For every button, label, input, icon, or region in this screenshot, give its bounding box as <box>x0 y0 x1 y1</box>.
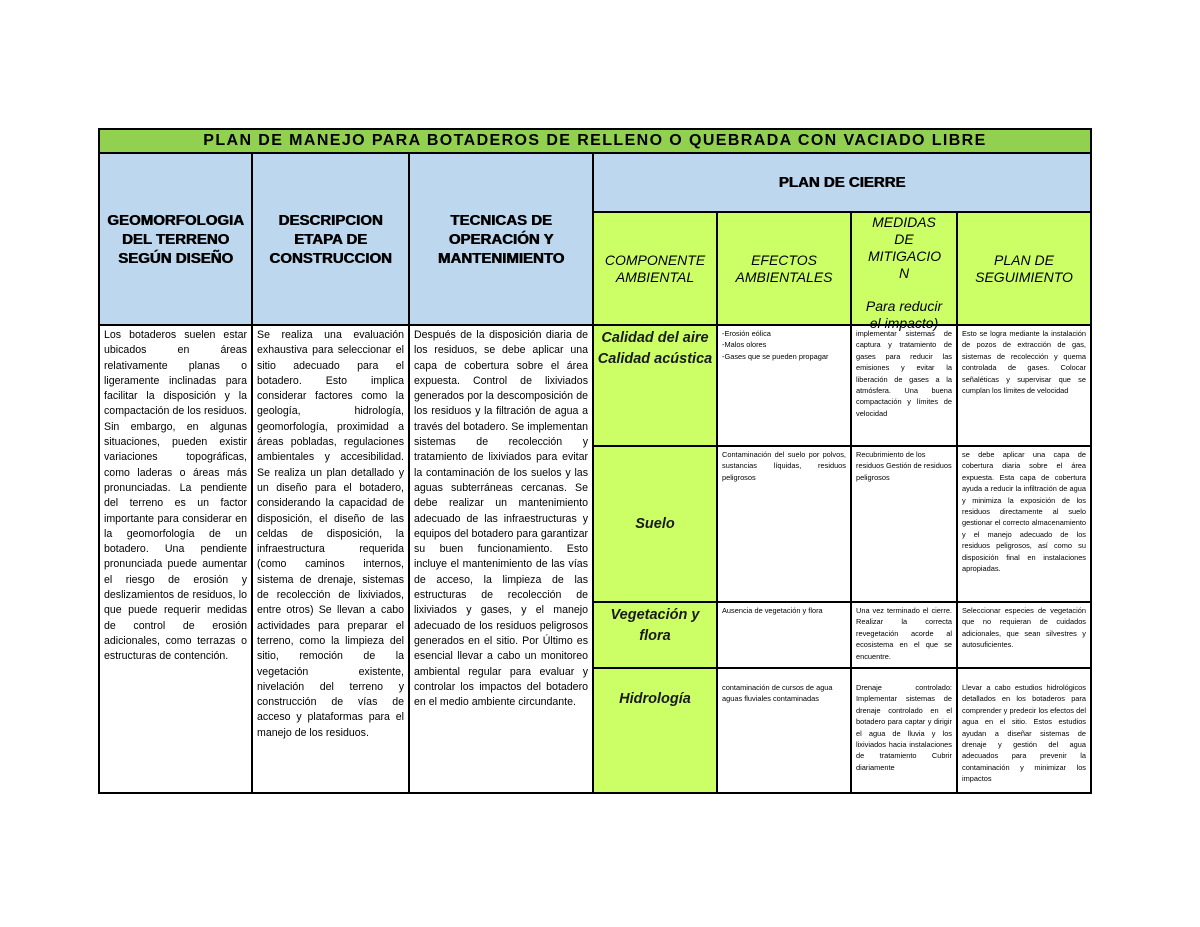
geomorfologia-text: Los botaderos suelen estar ubicados en áreas relativamente planas o ligeramente inclinadas para facilitar la disposición y la compactación de los residuos. Sin embargo, en algunas situaciones, pueden existir variaciones topográficas, como laderas o áreas más pronunciadas. La pendiente del terreno es un factor importante para considerar en la geomorfología de un botadero. Una pendiente pronunciada puede aumentar el riesgo de erosión y deslizamientos de residuos, lo que puede requerir medidas de control de erosión adicionales, como terrazas o estructuras de contención. <box>104 329 247 663</box>
efecto-item: Contaminación del suelo por polvos, sustancias líquidas, residuos peligrosos <box>722 450 846 482</box>
efectos-cell <box>716 603 850 669</box>
seguimiento-text: Seleccionar especies de vegetación que no requieran de cuidados adicionales, que sean silvestres y autosuficientes. <box>962 606 1086 650</box>
component-cell-aire <box>592 326 716 447</box>
header-geomorfologia <box>98 154 251 326</box>
header-medidas <box>850 213 956 331</box>
header-efectos-label: EFECTOS AMBIENTALES <box>735 251 833 285</box>
header-seguimiento-label: PLAN DE SEGUIMIENTO <box>975 251 1073 285</box>
efectos-cell <box>716 326 850 447</box>
header-seguimiento <box>956 213 1092 326</box>
component-cell-vegetacion <box>592 603 716 669</box>
component-name: Calidad acústica <box>597 351 713 367</box>
table-title <box>98 128 1092 154</box>
medidas-text: Recubrimiento de los residuos Gestión de residuos peligrosos <box>856 450 952 482</box>
title-text: PLAN DE MANEJO PARA BOTADEROS DE RELLENO O QUEBRADA CON VACIADO LIBRE <box>203 132 987 149</box>
descripcion-cell <box>251 326 408 794</box>
seguimiento-cell <box>956 603 1092 669</box>
seguimiento-cell <box>956 447 1092 603</box>
header-tecnicas <box>408 154 592 326</box>
seguimiento-cell <box>956 669 1092 794</box>
medidas-text: Una vez terminado el cierre. Realizar la correcta revegetación acorde al ecosistema en el que se encuentre. <box>856 606 952 661</box>
efectos-cell <box>716 669 850 794</box>
header-plan-cierre-label: PLAN DE CIERRE <box>778 174 906 191</box>
header-componente-label: COMPONENTE AMBIENTAL <box>604 251 706 285</box>
efecto-item: aguas fluviales contaminadas <box>722 694 819 704</box>
efecto-item: -Erosión eólica <box>722 329 771 338</box>
header-descripcion-label: DESCRIPCION ETAPA DE CONSTRUCCION <box>269 211 392 267</box>
header-efectos <box>716 213 850 326</box>
geomorfologia-cell <box>98 326 251 794</box>
component-cell-hidrologia <box>592 669 716 794</box>
header-plan-cierre <box>592 154 1092 213</box>
header-descripcion <box>251 154 408 326</box>
efecto-item: -Gases que se pueden propagar <box>722 351 829 361</box>
efecto-item: contaminación de cursos de agua <box>722 683 833 692</box>
tecnicas-cell <box>408 326 592 794</box>
efecto-item: -Malos olores <box>722 340 767 350</box>
medidas-text: Drenaje controlado: Implementar sistemas de drenaje controlado en el botadero para captar y dirigir el agua de lluvia y los lixiviados hacia instalaciones de tratamiento Cubrir diariamente <box>856 683 952 772</box>
seguimiento-text: Llevar a cabo estudios hidrológicos detallados en los botaderos para comprender y predecir los efectos del agua en el sitio. Estos estudios ayudan a diseñar sistemas de drenaje y gestión del agua adecuados para prevenir la contaminación y minimizar los impactos <box>962 683 1086 784</box>
component-name: Hidrología <box>619 691 691 707</box>
efectos-cell <box>716 447 850 603</box>
medidas-cell <box>850 326 956 447</box>
seguimiento-text: se debe aplicar una capa de cobertura diaria sobre el área expuesta. Esta capa de cobertura ayuda a reducir la infiltración de agua y minimiza la exposición de los residuos directamente al suelo gestionar el correcto almacenamiento y el manejo adecuado de los residuos peligrosos, así como su disposición final en instalaciones apropiadas. <box>962 450 1086 574</box>
component-name: Suelo <box>635 515 675 532</box>
component-name: Vegetación y flora <box>610 607 700 644</box>
medidas-cell <box>850 603 956 669</box>
component-name: Calidad del aire <box>601 330 709 346</box>
descripcion-text: Se realiza una evaluación exhaustiva para seleccionar el sitio adecuado para el botadero. Esto implica considerar factores como la geología, hidrología, geomorfología, proximidad a áreas pobladas, regulaciones ambientales y accesibilidad. Se realiza un plan detallado y un diseño para el botadero, considerando la capacidad de disposición, el diseño de las celdas de disposición, la infraestructura requerida (como caminos internos, sistema de drenaje, sistemas de recolección de lixiviados, entre otros) Se llevan a cabo actividades para preparar el terreno, como la limpieza del sitio, remoción de la vegetación existente, nivelación del terreno y construcción de vías de acceso y plataformas para el manejo de los residuos. <box>257 329 404 739</box>
header-componente <box>592 213 716 326</box>
seguimiento-cell <box>956 326 1092 447</box>
seguimiento-text: Esto se logra mediante la instalación de pozos de extracción de gas, sistemas de recolección y quema controlada de gases. Colocar señaléticas y supervisar que se cumplan los límites de velocidad <box>962 329 1086 396</box>
header-medidas-label: MEDIDAS DE MITIGACIO N <box>868 214 942 281</box>
medidas-cell <box>850 447 956 603</box>
component-cell-suelo <box>592 447 716 603</box>
plan-table <box>98 128 1092 794</box>
efecto-item: Ausencia de vegetación y flora <box>722 606 823 615</box>
header-medidas-sublabel: Para reducir el impacto) <box>865 298 943 331</box>
medidas-text: implementar sistemas de captura y tratamiento de gases para reducir las emisiones y evitar la liberación de gases a la atmósfera. Una buena compactación y límites de velocidad <box>856 329 952 418</box>
tecnicas-text: Después de la disposición diaria de los residuos, se debe aplicar una capa de cobertura sobre el área expuesta. Control de lixiviados generados por la descomposición de los residuos y la filtración de agua a través del botadero. Se implementan sistemas de recolección y tratamiento de lixiviados para evitar la contaminación de los suelos y las aguas subterráneas cercanas. Se debe realizar un mantenimiento adecuado de las infraestructuras y equipos del botadero para garantizar su buen funcionamiento. Esto incluye el mantenimiento de las vías de acceso, la limpieza de las estructuras de recolección de lixiviados y gases, y el manejo adecuado de los residuos peligrosos generados en el sitio. Por Último es esencial llevar a cabo un monitoreo ambiental regular para evaluar y controlar los impactos del botadero en el medio ambiente circundante. <box>414 329 588 709</box>
medidas-cell <box>850 669 956 794</box>
header-geomorfologia-label: GEOMORFOLOGIA DEL TERRENO SEGÚN DISEÑO <box>107 211 244 267</box>
header-tecnicas-label: TECNICAS DE OPERACIÓN Y MANTENIMIENTO <box>437 211 565 267</box>
